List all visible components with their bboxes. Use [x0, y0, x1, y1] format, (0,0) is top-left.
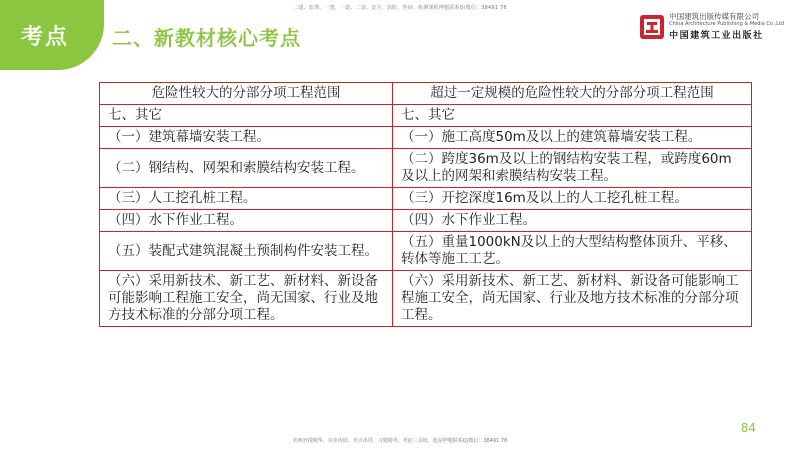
table-cell: （三）开挖深度16m及以上的人工挖孔桩工程。 — [393, 188, 752, 210]
table-row — [100, 271, 752, 327]
publisher-calligraphy: 中国建筑工业出版社 — [669, 31, 764, 41]
table-cell: （五）重量1000kN及以上的大型结构整体顶升、平移、转体等施工工艺。 — [393, 232, 752, 271]
table-cell: （三）人工挖孔桩工程。 — [100, 188, 393, 210]
section-title: 二、新教材核心考点 — [112, 26, 301, 50]
table-row — [100, 232, 752, 271]
badge-label: 考点 — [20, 24, 69, 50]
table-row — [100, 210, 752, 232]
table-cell: （一）建筑幕墙安装工程。 — [100, 127, 393, 149]
table-cell: （二）跨度36m及以上的钢结构安装工程，或跨度60m及以上的网架和索膜结构安装工程。 — [393, 149, 752, 188]
table-row — [100, 149, 752, 188]
table-cell: 七、其它 — [393, 105, 752, 127]
column-header: 危险性较大的分部分项工程范围 — [100, 83, 393, 105]
column-header: 超过一定规模的危险性较大的分部分项工程范围 — [393, 83, 752, 105]
table-header-row — [100, 83, 752, 105]
table-row — [100, 188, 752, 210]
publisher-name-cn: 中国建筑出版传媒有限公司 — [669, 12, 760, 21]
table-cell: （六）采用新技术、新工艺、新材料、新设备可能影响工程施工安全，尚无国家、行业及地方技术标准的分部分项工程。 — [393, 271, 752, 327]
top-note: 二建、监理、一建、一造、二造、安全、消防、咨询、检测课程博题联系Q/微信：38491 78 — [293, 5, 507, 11]
table-row — [100, 105, 752, 127]
table-cell: （二）钢结构、网架和索膜结构安装工程。 — [100, 149, 393, 188]
table-cell: 七、其它 — [100, 105, 393, 127]
table-cell: （六）采用新技术、新工艺、新材料、新设备可能影响工程施工安全，尚无国家、行业及地方技术标准的分部分项工程。 — [100, 271, 393, 327]
bottom-note: 名师直授精华，央企内训、考点串讲、习题精考、考前三页纸，他是押题联系Q/微信：38491 78 — [292, 438, 508, 444]
publisher-logo-icon — [639, 14, 665, 40]
table-cell: （一）施工高度50m及以上的建筑幕墙安装工程。 — [393, 127, 752, 149]
table-cell: （五）装配式建筑混凝土预制构件安装工程。 — [100, 232, 393, 271]
table-row — [100, 127, 752, 149]
table-cell: （四）水下作业工程。 — [100, 210, 393, 232]
publisher-brand — [639, 12, 784, 41]
page-number: 84 — [740, 421, 756, 435]
kaodian-badge — [0, 0, 104, 70]
table-cell: （四）水下作业工程。 — [393, 210, 752, 232]
publisher-name-en: China Architecture Publishing & Media Co.,Ltd — [669, 21, 784, 27]
core-points-table — [99, 82, 752, 327]
